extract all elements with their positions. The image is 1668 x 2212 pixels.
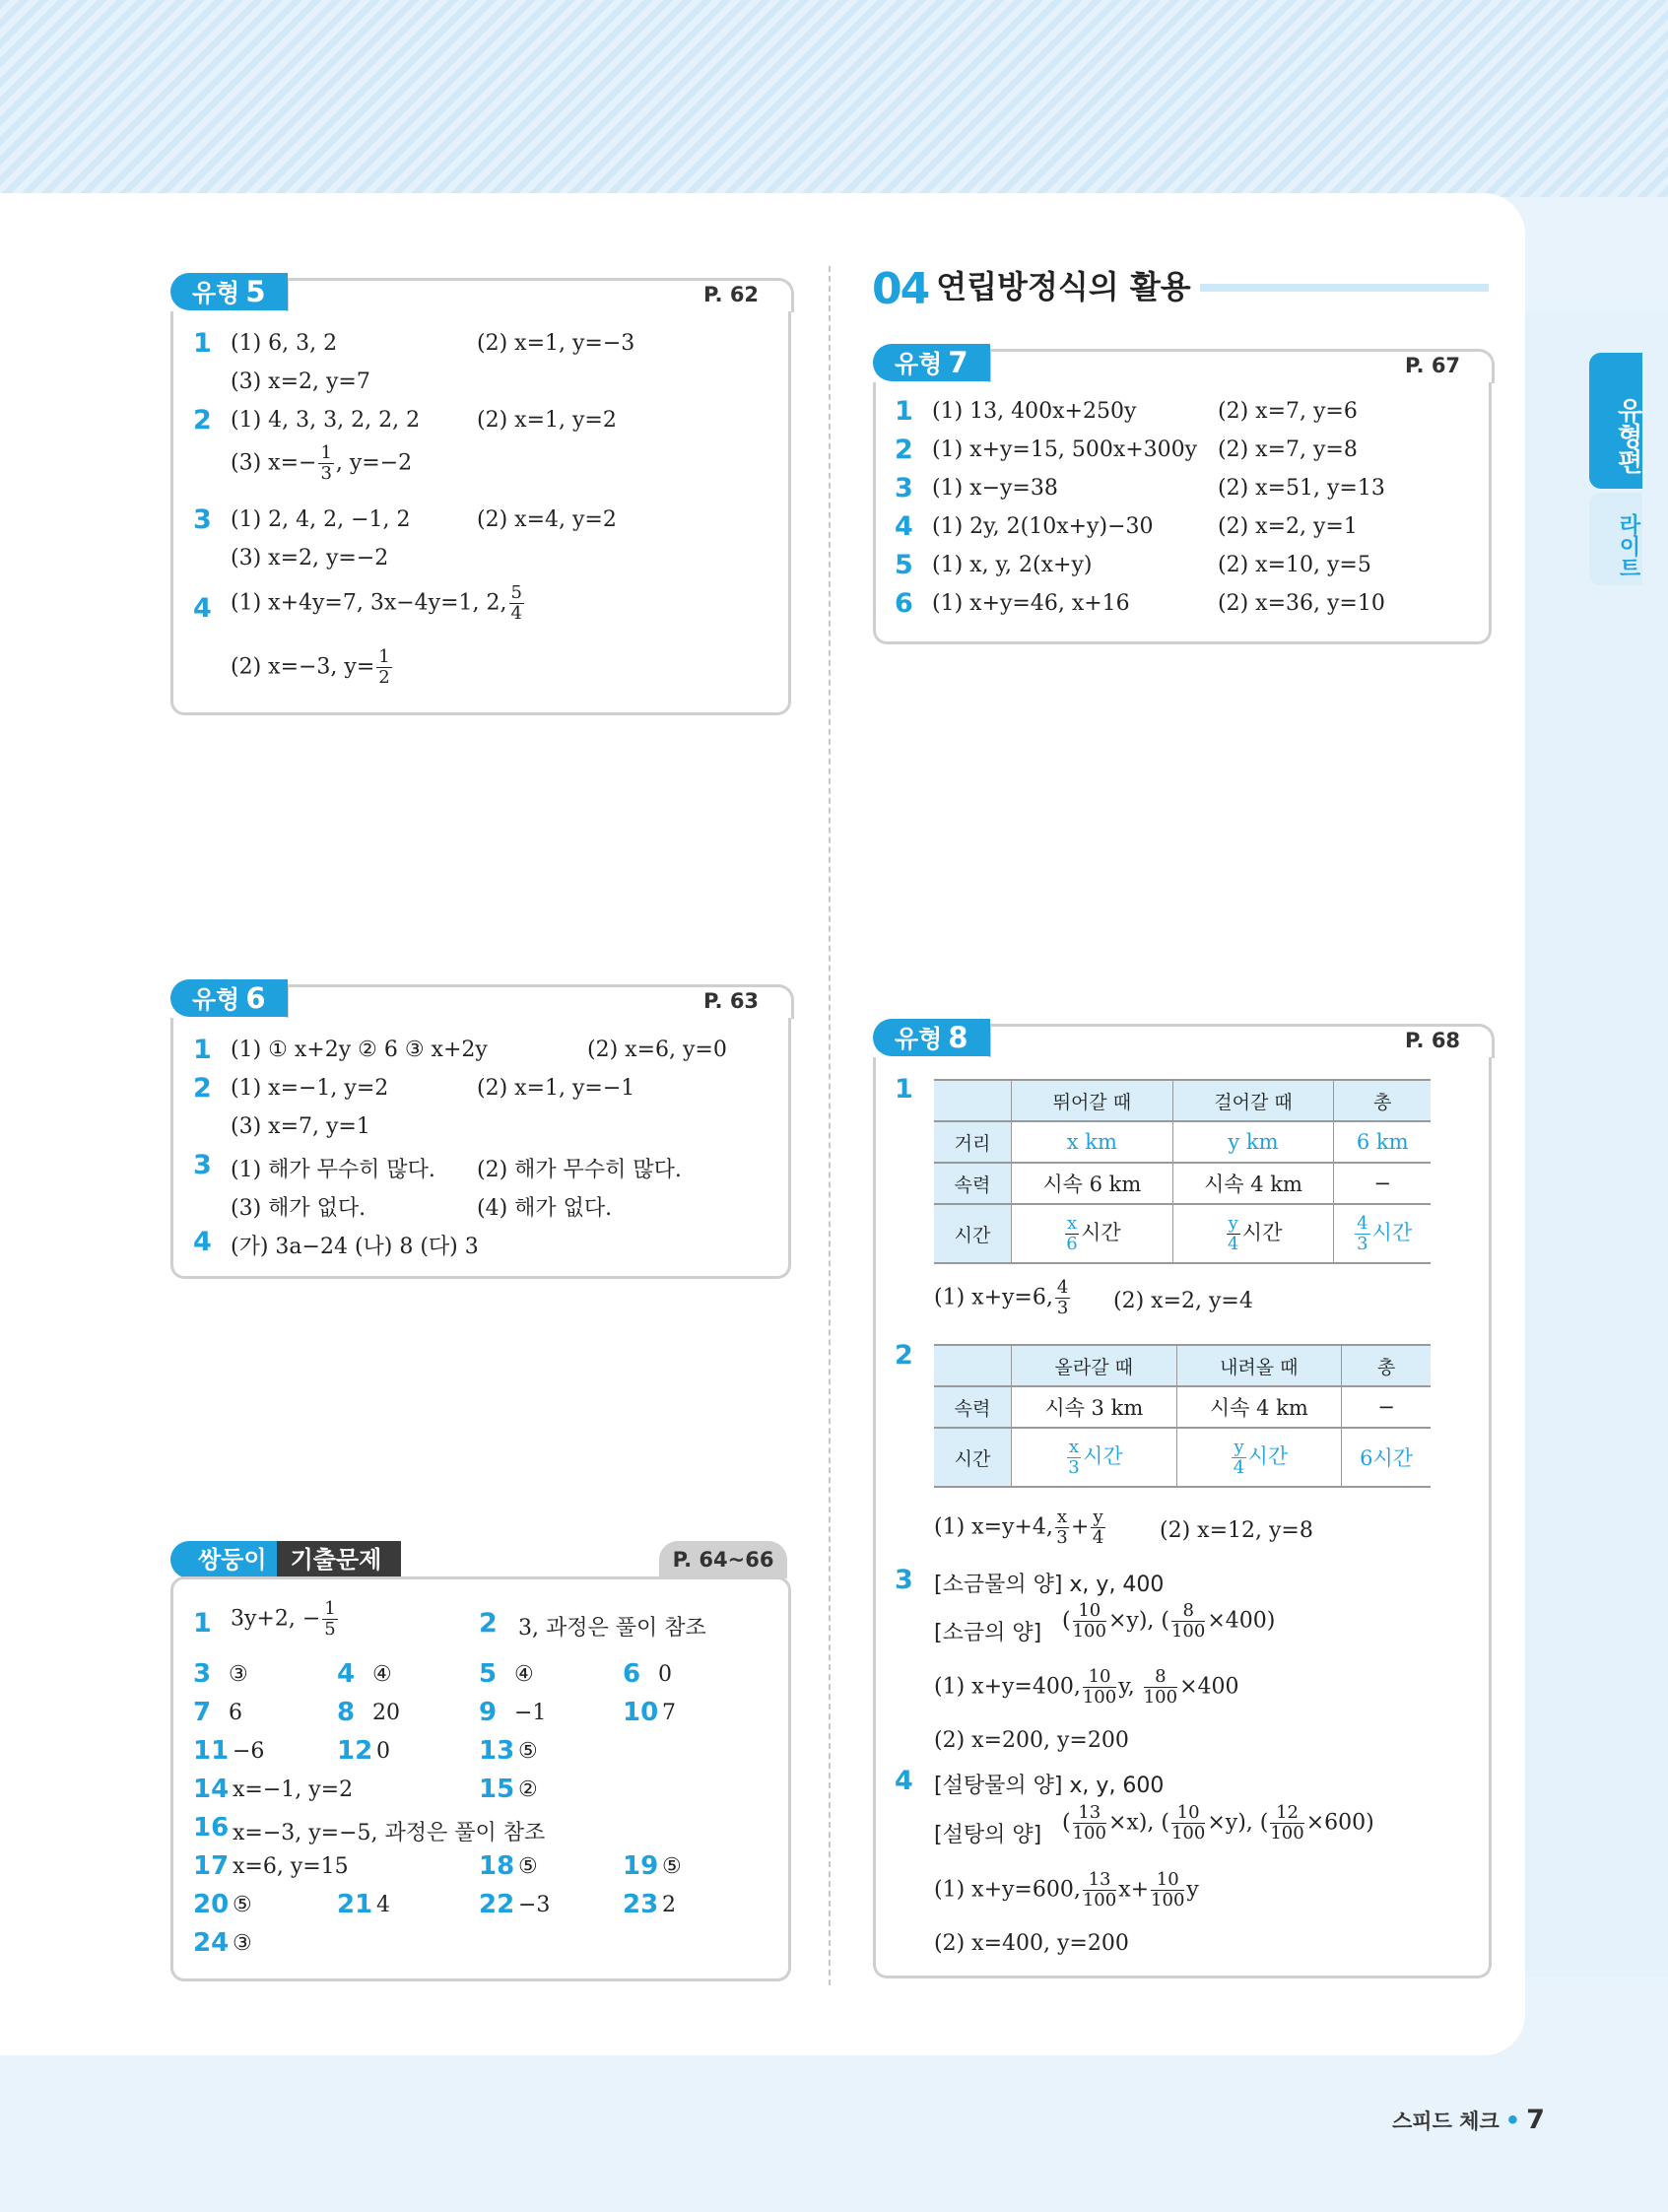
side-tab-type[interactable]: 유형편: [1589, 353, 1642, 489]
type8-q2-b: (2) x=12, y=8: [1160, 1518, 1313, 1543]
type8-q3-frac-1: [1073, 1601, 1106, 1642]
twin-page-ref: P. 64~66: [659, 1541, 787, 1578]
table-cell: [1176, 1428, 1342, 1487]
type7-answer-part1: (1) 13, 400x+250y: [932, 399, 1137, 424]
footer-label: 스피드 체크: [1392, 2110, 1500, 2133]
twin-answer-value: ⑤: [233, 1893, 252, 1917]
table-corner-cell: [934, 1345, 1012, 1386]
type5-q4-b: [231, 647, 394, 688]
fraction-numerator: 10: [1171, 1803, 1205, 1824]
type8-q3-number: 3: [895, 1565, 913, 1595]
type8-tab-label: 유형: [895, 1025, 943, 1053]
type8-q1-a-text: (1) x+y=6,: [934, 1285, 1053, 1310]
page-number: 7: [1526, 2105, 1545, 2135]
table-fraction: [1227, 1214, 1240, 1254]
twin-answer-value: ③: [229, 1662, 248, 1687]
table-cell: 시속 6 km: [1012, 1163, 1173, 1204]
table-unit: 시간: [1241, 1220, 1283, 1244]
table-cell: 시속 4 km: [1176, 1386, 1342, 1428]
fraction-numerator: 10: [1151, 1870, 1184, 1891]
type7-answer-part1: (1) x+y=46, x+16: [932, 591, 1130, 616]
expr-suffix: y,: [1118, 1674, 1135, 1700]
twin-answer-number: 19: [623, 1851, 659, 1881]
top-decorative-band: [0, 0, 1668, 197]
fraction-denominator: 100: [1170, 1823, 1206, 1843]
twin-answer-number: 4: [337, 1659, 356, 1689]
type8-q3-line1: [소금물의 양] x, y, 400: [934, 1573, 1165, 1597]
table-cell: y km: [1172, 1121, 1334, 1163]
fraction-denominator: 100: [1072, 1823, 1106, 1843]
type5-q3-a: (1) 2, 4, 2, −1, 2: [231, 507, 411, 532]
type8-q2-fraction-1: [1055, 1508, 1069, 1548]
fraction-denominator: 4: [1233, 1456, 1245, 1478]
table-fraction: [1067, 1438, 1081, 1478]
type5-q1-c: (3) x=2, y=7: [231, 369, 370, 394]
expr-suffix: y: [1186, 1877, 1199, 1903]
twin-answer-number: 16: [193, 1813, 230, 1843]
twin-answer-value: 0: [376, 1739, 390, 1764]
type6-q3-number: 3: [193, 1150, 212, 1180]
type8-q4-frac-2: [1171, 1803, 1205, 1843]
type6-q2-a: (1) x=−1, y=2: [231, 1076, 389, 1101]
type6-q2-number: 2: [193, 1073, 212, 1104]
type5-q1-b: (2) x=1, y=−3: [477, 331, 635, 356]
table-cell: −: [1342, 1386, 1431, 1428]
type7-q-number: 4: [895, 511, 913, 542]
table-header-total: 총: [1342, 1345, 1431, 1386]
twin-answer-number: 22: [479, 1890, 515, 1919]
table-cell: [1012, 1204, 1173, 1263]
type8-q3-a: [934, 1667, 1239, 1708]
type5-tab-number: 5: [245, 275, 266, 308]
type8-q3a-frac-1: [1083, 1667, 1116, 1708]
twin-answer-value: ⑤: [662, 1854, 682, 1879]
type7-q-number: 3: [895, 473, 913, 503]
twin-answer-value: ⑤: [518, 1739, 538, 1764]
table-row-speed: [934, 1386, 1431, 1428]
twin-answer-number: 7: [193, 1698, 212, 1727]
type5-q2-a: (1) 4, 3, 3, 2, 2, 2: [231, 408, 421, 433]
fraction-numerator: 13: [1073, 1803, 1106, 1824]
type8-tab[interactable]: [873, 1019, 990, 1056]
twin-answer-number: 11: [193, 1736, 230, 1766]
expr-suffix: ×400: [1207, 1608, 1267, 1634]
bullet-dot-icon: •: [1504, 2107, 1521, 2134]
table-header-total: 총: [1334, 1080, 1431, 1121]
type8-q1-b: (2) x=2, y=4: [1113, 1289, 1253, 1313]
type5-q4-b-text: (2) x=−3, y=: [231, 654, 375, 680]
type8-q4-number: 4: [895, 1766, 913, 1796]
type6-q2-b: (2) x=1, y=−1: [477, 1076, 635, 1101]
column-divider: [829, 266, 831, 1985]
fraction-denominator: 3: [320, 463, 332, 484]
type5-q2-b: (2) x=1, y=2: [477, 408, 617, 433]
fraction-denominator: 100: [1170, 1621, 1206, 1642]
twin-answer-value: 7: [662, 1701, 676, 1725]
fraction-numerator: y: [1234, 1436, 1244, 1457]
type6-tab-number: 6: [245, 981, 266, 1015]
twin-answer-value: −6: [233, 1739, 265, 1764]
type5-q1-a: (1) 6, 3, 2: [231, 331, 338, 356]
twin-answer-value: x=−1, y=2: [233, 1777, 354, 1802]
twin-answer-value: x=6, y=15: [233, 1854, 349, 1879]
type8-q3-line2-exprs: ( $\frac{10}{100}$ ×y), ( $\frac{8}{100}$ ×400): [1062, 1600, 1276, 1642]
twin-answer-value: ⑤: [518, 1854, 538, 1879]
table-cell: x km: [1012, 1121, 1173, 1163]
twin-answer-number: 20: [193, 1890, 230, 1919]
twin-answer-value: ④: [514, 1662, 534, 1687]
type5-q2-c-prefix: (3) x=−: [231, 450, 317, 476]
type8-q1-table: [934, 1079, 1431, 1264]
expr-suffix: ×600: [1305, 1810, 1367, 1836]
twin-answer-value: 20: [372, 1701, 400, 1725]
type7-answer-part2: (2) x=7, y=6: [1218, 399, 1358, 424]
type6-q1-a: (1) ① x+2y ② 6 ③ x+2y: [231, 1038, 488, 1062]
fraction-denominator: 100: [1082, 1687, 1117, 1708]
twin-q2-number: 2: [479, 1608, 498, 1639]
table-row-header: 속력: [934, 1386, 1012, 1428]
type8-q1-fraction: [1055, 1278, 1070, 1318]
type8-q4-line1: [설탕물의 양] x, y, 600: [934, 1774, 1165, 1798]
twin-answer-number: 13: [479, 1736, 515, 1766]
table-row-time: [934, 1204, 1431, 1263]
fraction-numerator: 12: [1270, 1803, 1303, 1824]
type8-tab-number: 8: [948, 1021, 968, 1054]
type5-q3-b: (2) x=4, y=2: [477, 507, 617, 532]
table-cell: [1334, 1204, 1431, 1263]
fraction-numerator: 1: [324, 1598, 336, 1619]
expr-suffix: x+: [1118, 1877, 1150, 1903]
type7-answer-part1: (1) x, y, 2(x+y): [932, 553, 1093, 577]
type5-q4-number: 4: [193, 593, 212, 624]
type8-q2-a-text: (1) x=y+4,: [934, 1514, 1053, 1540]
type7-answer-part1: (1) x−y=38: [932, 476, 1058, 501]
twin-answer-value: 2: [662, 1893, 676, 1917]
type5-q2-number: 2: [193, 405, 212, 436]
table-unit: 시간: [1083, 1443, 1123, 1468]
side-tab-lite[interactable]: 라이트: [1589, 493, 1642, 585]
table-unit: 시간: [1081, 1220, 1121, 1244]
table-header-row: [934, 1080, 1431, 1121]
twin-q1-number: 1: [193, 1608, 212, 1639]
type8-q3-b: (2) x=200, y=200: [934, 1728, 1129, 1753]
twin-q2-answer: 3, 과정은 풀이 참조: [518, 1616, 706, 1641]
table-row-distance: [934, 1121, 1431, 1163]
type7-answer-part2: (2) x=2, y=1: [1218, 514, 1358, 539]
fraction-numerator: 8: [1171, 1601, 1205, 1622]
type8-q2-number: 2: [895, 1340, 913, 1371]
type7-answer-part1: (1) x+y=15, 500x+300y: [932, 437, 1198, 462]
table-cell: 6 km: [1334, 1121, 1431, 1163]
type8-q4-frac-1: [1073, 1803, 1106, 1843]
type7-q-number: 5: [895, 550, 913, 580]
type6-q4-a: (가) 3a−24 (나) 8 (다) 3: [231, 1235, 479, 1259]
twin-answer-number: 18: [479, 1851, 515, 1881]
type8-q4-frac-3: [1270, 1803, 1303, 1843]
type8-q4-a-text: (1) x+y=600,: [934, 1877, 1081, 1903]
type8-q3-line2-label: [소금의 양]: [934, 1621, 1042, 1645]
fraction-numerator: 10: [1073, 1601, 1106, 1622]
section-title: [872, 264, 1191, 314]
table-cell: 6시간: [1342, 1428, 1431, 1487]
table-cell: 시속 3 km: [1012, 1386, 1177, 1428]
fraction-denominator: 5: [324, 1619, 336, 1640]
twin-answer-number: 5: [479, 1659, 498, 1689]
type5-page-ref: P. 62: [703, 283, 760, 306]
type5-q2-fraction: [318, 443, 333, 484]
section-number: 04: [872, 264, 929, 314]
fraction-denominator: 3: [1068, 1456, 1080, 1478]
type6-page-ref: P. 63: [703, 989, 760, 1013]
table-fraction: [1355, 1214, 1369, 1254]
type8-q2-a: [934, 1508, 1107, 1548]
twin-problems-tab[interactable]: [170, 1541, 401, 1578]
expr-suffix: ×400: [1179, 1674, 1239, 1700]
type8-q1-number: 1: [895, 1074, 913, 1105]
fraction-numerator: 1: [320, 442, 332, 463]
twin-answer-number: 8: [337, 1698, 356, 1727]
table-row-speed: [934, 1163, 1431, 1204]
fraction-denominator: 100: [1151, 1890, 1185, 1910]
type7-tab[interactable]: [873, 344, 990, 381]
type5-q2-c: [231, 443, 412, 484]
fraction-numerator: 4: [1357, 1212, 1368, 1234]
type8-q3-frac-2: [1171, 1601, 1205, 1642]
twin-answer-value: 4: [376, 1893, 390, 1917]
expr-suffix: ×y: [1207, 1810, 1238, 1836]
type8-page-ref: P. 68: [1405, 1029, 1461, 1052]
table-corner-cell: [934, 1080, 1012, 1121]
fraction-denominator: 100: [1072, 1621, 1106, 1642]
type7-answer-part2: (2) x=10, y=5: [1218, 553, 1371, 577]
fraction-denominator: 4: [1092, 1527, 1104, 1548]
twin-answer-number: 6: [623, 1659, 641, 1689]
type7-q-number: 2: [895, 435, 913, 465]
type5-tab[interactable]: [170, 273, 288, 310]
twin-q1-text: 3y+2, −: [231, 1606, 321, 1632]
fraction-numerator: y: [1228, 1212, 1238, 1234]
section-title-underline: [1200, 284, 1489, 292]
fraction-denominator: 100: [1082, 1890, 1117, 1910]
table-fraction: [1065, 1214, 1079, 1254]
type5-q3-c: (3) x=2, y=−2: [231, 546, 389, 570]
table-fraction: [1232, 1438, 1245, 1478]
fraction-numerator: x: [1066, 1212, 1078, 1234]
type8-q2-fraction-2: [1091, 1508, 1104, 1548]
twin-tab-label-b: 기출문제: [277, 1541, 402, 1578]
type6-tab-label: 유형: [192, 985, 240, 1014]
table-row-header: 시간: [934, 1204, 1012, 1263]
twin-answer-number: 14: [193, 1775, 230, 1804]
twin-answer-number: 10: [623, 1698, 659, 1727]
table-row-header: 시간: [934, 1428, 1012, 1487]
fraction-denominator: 3: [1056, 1527, 1068, 1548]
twin-answer-value: ②: [518, 1777, 538, 1802]
type5-q2-c-suffix: , y=−2: [335, 450, 413, 476]
table-header-row: [934, 1345, 1431, 1386]
page-footer: [1392, 2105, 1545, 2135]
twin-answer-value: 6: [229, 1701, 242, 1725]
table-unit: 시간: [1371, 1220, 1413, 1244]
type8-q4a-frac-1: [1083, 1870, 1116, 1910]
type8-q3a-frac-2: [1144, 1667, 1177, 1708]
fraction-denominator: 2: [378, 667, 390, 688]
expr-suffix: ×y: [1107, 1608, 1139, 1634]
twin-answer-value: −1: [514, 1701, 547, 1725]
fraction-numerator: x: [1068, 1436, 1080, 1457]
type7-answer-part2: (2) x=36, y=10: [1218, 591, 1385, 616]
type8-q4a-frac-2: [1151, 1870, 1184, 1910]
type7-answer-part2: (2) x=7, y=8: [1218, 437, 1358, 462]
type6-q3-c: (3) 해가 없다.: [231, 1196, 367, 1221]
twin-answer-number: 12: [337, 1736, 373, 1766]
twin-answer-value: ④: [372, 1662, 392, 1687]
table-cell: −: [1334, 1163, 1431, 1204]
table-unit: 시간: [1247, 1443, 1289, 1468]
table-cell: [1172, 1204, 1334, 1263]
fraction-numerator: 10: [1083, 1667, 1116, 1688]
fraction-numerator: 8: [1144, 1667, 1177, 1688]
type7-answer-part2: (2) x=51, y=13: [1218, 476, 1385, 501]
twin-answer-number: 9: [479, 1698, 498, 1727]
fraction-numerator: 13: [1083, 1870, 1116, 1891]
type6-q3-d: (4) 해가 없다.: [477, 1196, 613, 1221]
type8-q2-table: [934, 1344, 1431, 1488]
type6-tab[interactable]: [170, 979, 288, 1017]
twin-answer-number: 21: [337, 1890, 373, 1919]
fraction-denominator: 3: [1357, 1233, 1368, 1254]
fraction-numerator: 5: [510, 582, 522, 603]
type5-q4-a: [231, 583, 526, 624]
fraction-denominator: 4: [1227, 1233, 1239, 1254]
twin-q1-fraction: [322, 1599, 337, 1640]
expr-suffix: ×x: [1107, 1810, 1139, 1836]
fraction-numerator: y: [1093, 1507, 1103, 1527]
twin-answer-number: 3: [193, 1659, 212, 1689]
twin-answer-number: 17: [193, 1851, 230, 1881]
type7-tab-number: 7: [948, 346, 968, 379]
type8-q4-a: [934, 1870, 1199, 1910]
type6-q4-number: 4: [193, 1227, 212, 1257]
twin-answer-value: ③: [233, 1931, 252, 1956]
type7-tab-label: 유형: [895, 350, 943, 378]
table-cell: 시속 4 km: [1172, 1163, 1334, 1204]
type5-q3-number: 3: [193, 504, 212, 535]
table-row-time: [934, 1428, 1431, 1487]
type8-q1-a: [934, 1278, 1072, 1318]
type6-q1-b: (2) x=6, y=0: [587, 1038, 727, 1062]
type8-q4-line2-label: [설탕의 양]: [934, 1823, 1042, 1847]
type5-q1-number: 1: [193, 328, 212, 359]
table-header-down: 내려올 때: [1176, 1345, 1342, 1386]
twin-answer-number: 23: [623, 1890, 659, 1919]
type5-tab-label: 유형: [192, 279, 240, 307]
fraction-numerator: x: [1056, 1507, 1068, 1527]
type5-q4b-fraction: [376, 647, 391, 688]
fraction-denominator: 6: [1066, 1233, 1078, 1254]
twin-answer-number: 15: [479, 1775, 515, 1804]
type5-q4-fraction: [509, 583, 524, 624]
type7-answer-part1: (1) 2y, 2(10x+y)−30: [932, 514, 1154, 539]
twin-q1-answer: [231, 1599, 340, 1640]
type8-q4-line2-exprs: ( $\frac{13}{100}$ ×x), ( $\frac{10}{100}$ ×y), ( $\frac{12}{100}$ ×600): [1062, 1802, 1374, 1843]
fraction-numerator: 1: [378, 646, 390, 667]
type6-q3-b: (2) 해가 무수히 많다.: [477, 1158, 682, 1182]
type8-q2-plus: +: [1071, 1514, 1090, 1540]
twin-answer-value: −3: [518, 1893, 551, 1917]
type6-q3-a: (1) 해가 무수히 많다.: [231, 1158, 435, 1182]
section-title-text: 연립방정식의 활용: [936, 268, 1191, 305]
twin-answer-value: x=−3, y=−5, 과정은 풀이 참조: [233, 1821, 546, 1845]
table-cell: [1012, 1428, 1177, 1487]
type7-page-ref: P. 67: [1405, 354, 1461, 377]
type7-q-number: 6: [895, 588, 913, 619]
fraction-denominator: 3: [1056, 1298, 1069, 1318]
fraction-denominator: 4: [510, 603, 522, 624]
table-header-up: 올라갈 때: [1012, 1345, 1177, 1386]
type5-q4-a-text: (1) x+4y=7, 3x−4y=1, 2,: [231, 590, 507, 616]
fraction-denominator: 100: [1143, 1687, 1178, 1708]
twin-tab-label-a: 쌍둥이: [170, 1541, 277, 1578]
table-row-header: 속력: [934, 1163, 1012, 1204]
fraction-numerator: 4: [1056, 1277, 1069, 1298]
type8-q4-b: (2) x=400, y=200: [934, 1931, 1129, 1956]
type8-q3-a-text: (1) x+y=400,: [934, 1674, 1081, 1700]
twin-answer-value: 0: [658, 1662, 672, 1687]
table-header-run: 뛰어갈 때: [1012, 1080, 1173, 1121]
type6-q2-c: (3) x=7, y=1: [231, 1114, 370, 1139]
table-header-walk: 걸어갈 때: [1172, 1080, 1334, 1121]
fraction-denominator: 100: [1270, 1823, 1304, 1843]
twin-answer-number: 24: [193, 1928, 230, 1958]
type7-q-number: 1: [895, 396, 913, 427]
table-row-header: 거리: [934, 1121, 1012, 1163]
type6-q1-number: 1: [193, 1035, 212, 1065]
